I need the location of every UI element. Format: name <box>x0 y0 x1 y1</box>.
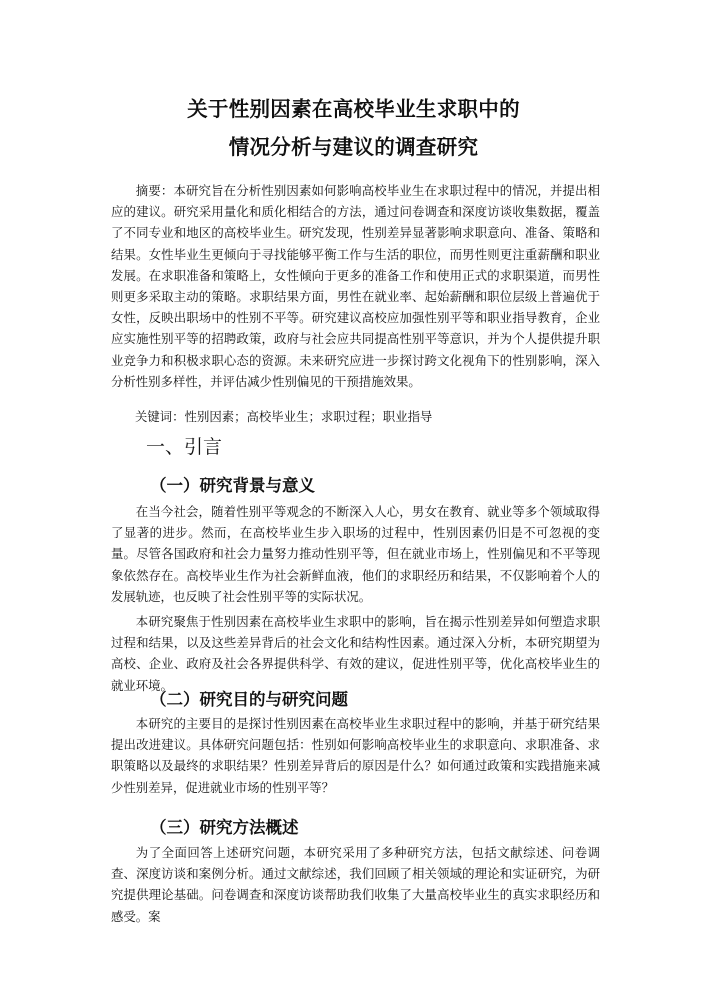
background-paragraph-1: 在当今社会，随着性别平等观念的不断深入人心，男女在教育、就业等多个领域取得了显著的进步。然而，在高校毕业生步入职场的过程中，性别因素仍旧是不可忽视的变量。尽管各国政府和社会力量努力推动性别平等，但在就业市场上，性别偏见和不平等现象依然存在。高校毕业生作为社会新鲜血液，他们的求职经历和结果，不仅影响着个人的发展轨迹，也反映了社会性别平等的实际状况。 <box>111 504 600 604</box>
subsection-heading-methods: （三）研究方法概述 <box>150 818 299 837</box>
document-title-line-1: 关于性别因素在高校毕业生求职中的 <box>187 97 520 121</box>
subsection-heading-objectives: （二）研究目的与研究问题 <box>150 690 348 709</box>
section-heading-introduction: 一、引言 <box>146 436 223 458</box>
document-title-line-2: 情况分析与建议的调查研究 <box>228 135 479 159</box>
keywords-line: 关键词：性别因素；高校毕业生；求职过程；职业指导 <box>135 409 433 424</box>
subsection-heading-background: （一）研究背景与意义 <box>150 476 315 495</box>
background-paragraph-2: 本研究聚焦于性别因素在高校毕业生求职中的影响，旨在揭示性别差异如何塑造求职过程和结果，以及这些差异背后的社会文化和结构性因素。通过深入分析，本研究期望为高校、企业、政府及社会各界提供科学、有效的建议，促进性别平等，优化高校毕业生的就业环境。 <box>111 614 600 693</box>
abstract-paragraph: 摘要：本研究旨在分析性别因素如何影响高校毕业生在求职过程中的情况，并提出相应的建议。研究采用量化和质化相结合的方法，通过问卷调查和深度访谈收集数据，覆盖了不同专业和地区的高校毕业生。研究发现，性别差异显著影响求职意向、准备、策略和结果。女性毕业生更倾向于寻找能够平衡工作与生活的职位，而男性则更注重薪酬和职业发展。在求职准备和策略上，女性倾向于更多的准备工作和使用正式的求职渠道，而男性则更多采取主动的策略。求职结果方面，男性在就业率、起始薪酬和职位层级上普遍优于女性，反映出职场中的性别不平等。研究建议高校应加强性别平等和职业指导教育，企业应实施性别平等的招聘政策，政府与社会应共同提高性别平等意识，并为个人提供提升职业竞争力和积极求职心态的资源。未来研究应进一步探讨跨文化视角下的性别影响，深入分析性别多样性，并评估减少性别偏见的干预措施效果。 <box>111 183 600 389</box>
objectives-paragraph: 本研究的主要目的是探讨性别因素在高校毕业生求职过程中的影响，并基于研究结果提出改进建议。具体研究问题包括：性别如何影响高校毕业生的求职意向、求职准备、求职策略以及最终的求职结果？性别差异背后的原因是什么？如何通过政策和实践措施来减少性别差异，促进就业市场的性别平等？ <box>111 716 600 795</box>
methods-paragraph: 为了全面回答上述研究问题，本研究采用了多种研究方法，包括文献综述、问卷调查、深度访谈和案例分析。通过文献综述，我们回顾了相关领域的理论和实证研究，为研究提供理论基础。问卷调查和深度访谈帮助我们收集了大量高校毕业生的真实求职经历和感受。案 <box>111 845 600 924</box>
